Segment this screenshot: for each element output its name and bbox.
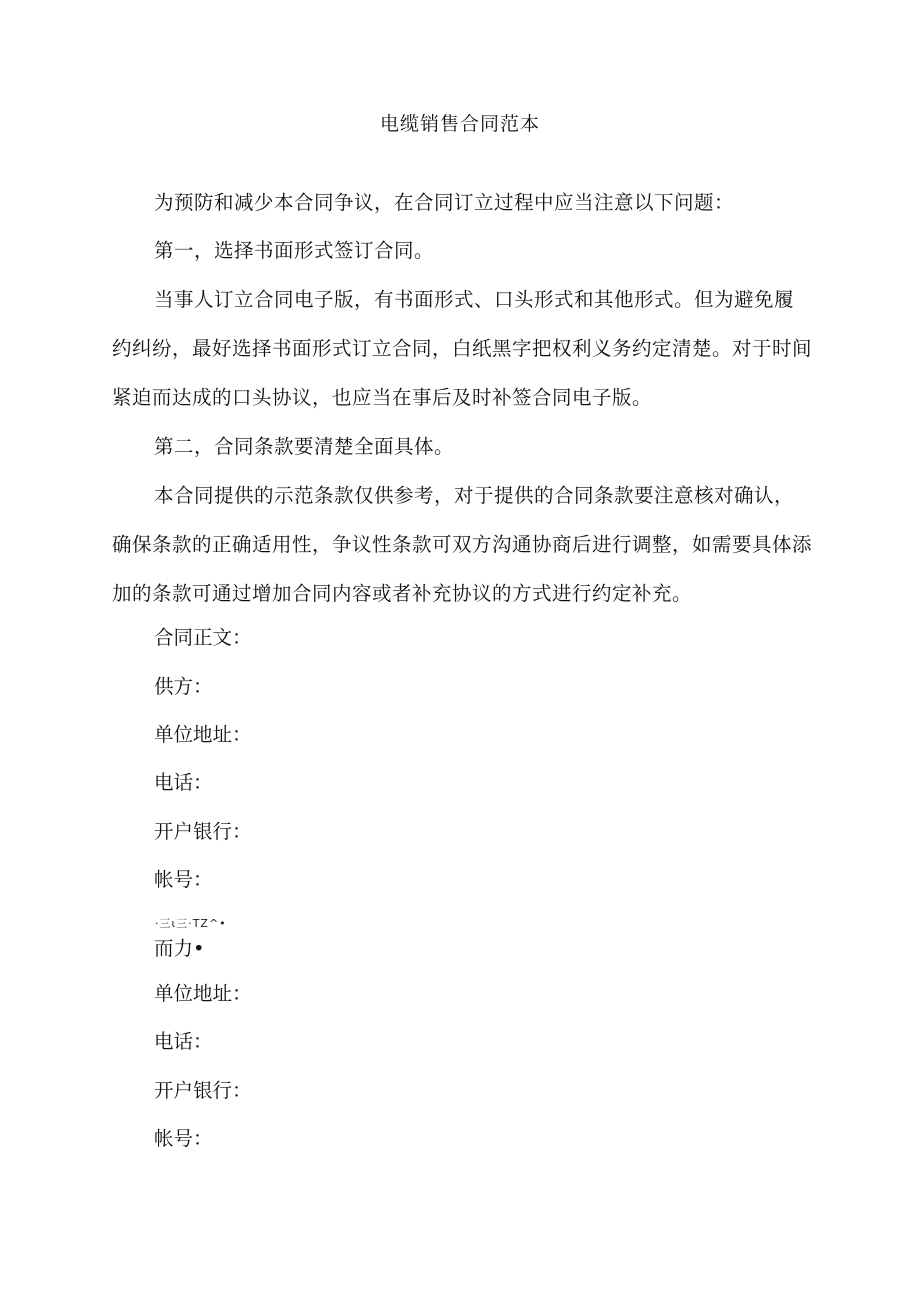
buyer-phone-label: 电话： (154, 1030, 213, 1053)
point1-heading: 第一，选择书面形式签订合同。 (154, 239, 435, 262)
point2-heading: 第二，合同条款要清楚全面具体。 (154, 435, 455, 458)
supplier-address-label: 单位地址： (154, 723, 252, 746)
supplier-phone-label: 电话： (154, 771, 213, 794)
document-title: 电缆销售合同范本 (379, 113, 540, 135)
buyer-bank-label: 开户银行： (154, 1079, 252, 1102)
point2-body: 本合同提供的示范条款仅供参考，对于提供的合同条款要注意核对确认，确保条款的正确适用性，争议性条款可双方沟通协商后进行调整，如需要具体添加的条款可通过增加合同内容或者补充协议的方式进行约定补充。 (112, 484, 813, 605)
buyer-address-label: 单位地址： (154, 982, 252, 1005)
point1-body: 当事人订立合同电子版，有书面形式、口头形式和其他形式。但为避免履约纠纷，最好选择书面形式订立合同，白纸黑字把权利义务约定清楚。对于时间紧迫而达成的口头协议，也应当在事后及时补签合同电子版。 (112, 288, 813, 409)
supplier-party-label: 供方： (154, 675, 213, 698)
intro-paragraph: 为预防和减少本合同争议，在合同订立过程中应当注意以下问题： (154, 191, 735, 214)
buyer-party-label: 而力• (154, 937, 205, 960)
ocr-noise-text: ·三ι三·TZ^• (155, 917, 227, 930)
supplier-account-label: 帐号： (154, 868, 213, 891)
supplier-bank-label: 开户银行： (154, 820, 252, 843)
buyer-account-label: 帐号： (154, 1127, 213, 1150)
contract-text-label: 合同正文： (154, 626, 252, 649)
